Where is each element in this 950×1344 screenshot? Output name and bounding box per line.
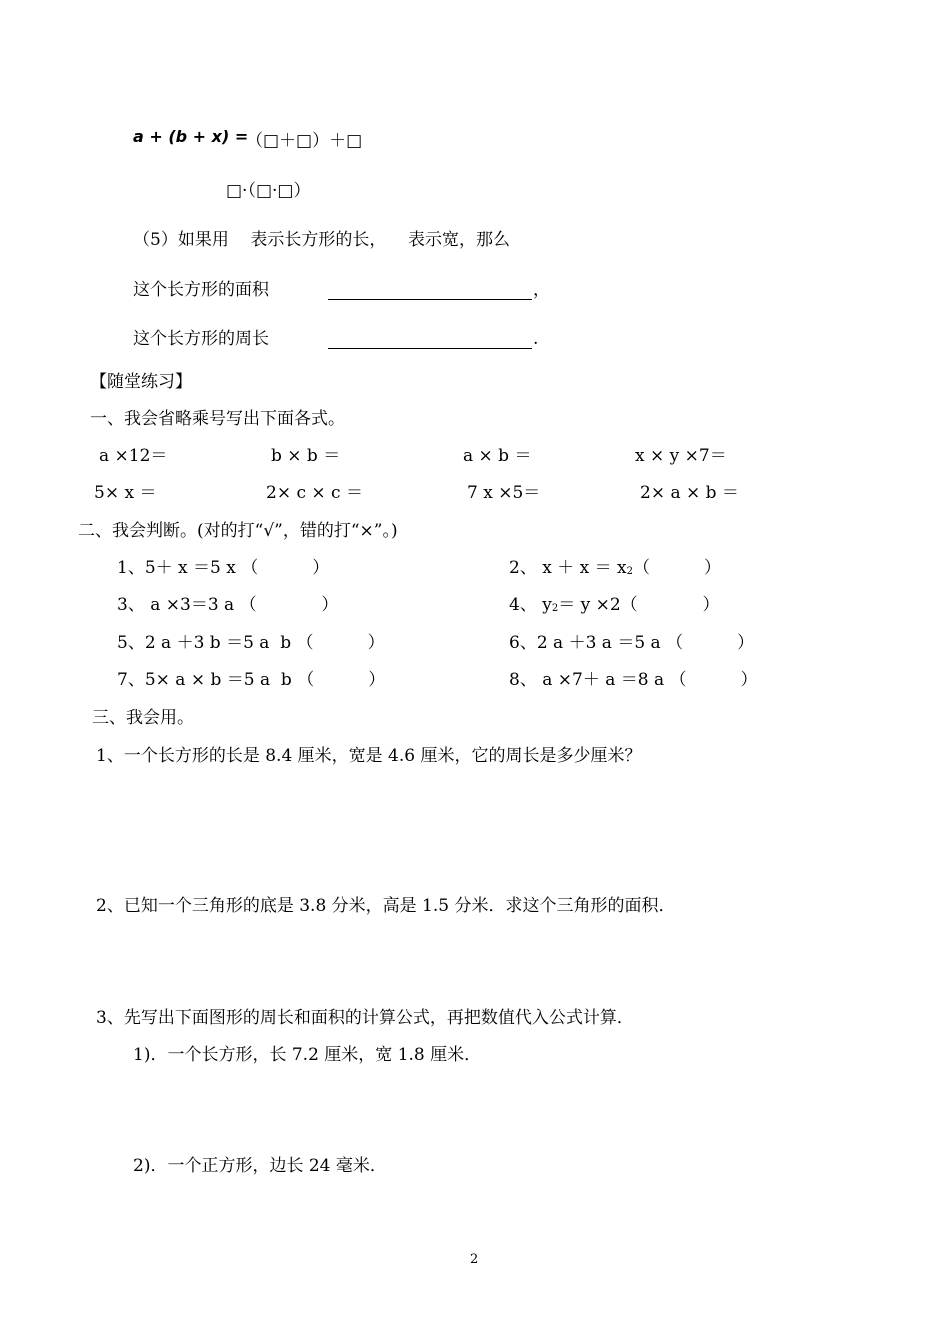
judge-item-8: 8、 a ×7＋ a ＝8 a （ ） (509, 670, 758, 690)
area-end: ， (533, 280, 550, 300)
part1-title: 一、我会省略乘号写出下面各式。 (90, 409, 345, 429)
formula-2: □·（□·□） (226, 181, 311, 201)
practice-heading: 【随堂练习】 (90, 372, 192, 392)
part3-q3: 3、先写出下面图形的周长和面积的计算公式，再把数值代入公式计算． (96, 1008, 634, 1028)
area-label: 这个长方形的面积 (133, 280, 269, 300)
part1-r1c4: x × y ×7＝ (635, 446, 727, 466)
perimeter-label: 这个长方形的周长 (133, 329, 269, 349)
formula-lhs: a + (b + x) = (133, 127, 249, 146)
formula-rhs: （□＋□）＋□ (246, 131, 363, 151)
part2-title: 二、我会判断。(对的打“√”，错的打“×”。) (78, 521, 398, 541)
part3-q2: 2、已知一个三角形的底是 3.8 分米，高是 1.5 分米．求这个三角形的面积． (96, 896, 676, 916)
part1-r1c3: a × b ＝ (463, 446, 532, 466)
judge-item-1: 1、5＋ x ＝5 x （ ） (117, 558, 330, 578)
part1-r2c2: 2× c × c ＝ (266, 483, 363, 503)
judge-item-3: 3、 a ×3＝3 a （ ） (117, 595, 339, 615)
part3-title: 三、我会用。 (92, 708, 194, 728)
page-number: 2 (470, 1252, 479, 1267)
part1-r2c3: 7 x ×5＝ (467, 483, 541, 503)
part1-r1c2: b × b ＝ (271, 446, 341, 466)
judge-item-2: 2、 $x + x = x_2$（ ） (509, 558, 722, 578)
judge-item-6: 6、2 a ＋3 a ＝5 a （ ） (509, 633, 755, 653)
part3-q3-2: 2)．一个正方形，边长 24 毫米． (133, 1156, 387, 1176)
part3-q1: 1、一个长方形的长是 8.4 厘米，宽是 4.6 厘米，它的周长是多少厘米？ (96, 746, 642, 766)
judge-item-4: 4、 $y_2= y \times 2$（ ） (509, 595, 720, 615)
perimeter-end: . (533, 329, 539, 349)
part3-q3-1: 1)．一个长方形，长 7.2 厘米，宽 1.8 厘米． (133, 1045, 482, 1065)
area-blank (328, 280, 532, 300)
perimeter-blank (328, 329, 532, 349)
judge-item-5: 5、2 a ＋3 b ＝5 a b （ ） (117, 633, 385, 653)
q5-intro: （5）如果用 表示长方形的长， 表示宽，那么 (133, 230, 511, 250)
part1-r1c1: a ×12＝ (99, 446, 168, 466)
part1-r2c4: 2× a × b ＝ (640, 483, 739, 503)
judge-item-7: 7、5× a × b ＝5 a b （ ） (117, 670, 386, 690)
part1-r2c1: 5× x ＝ (94, 483, 157, 503)
